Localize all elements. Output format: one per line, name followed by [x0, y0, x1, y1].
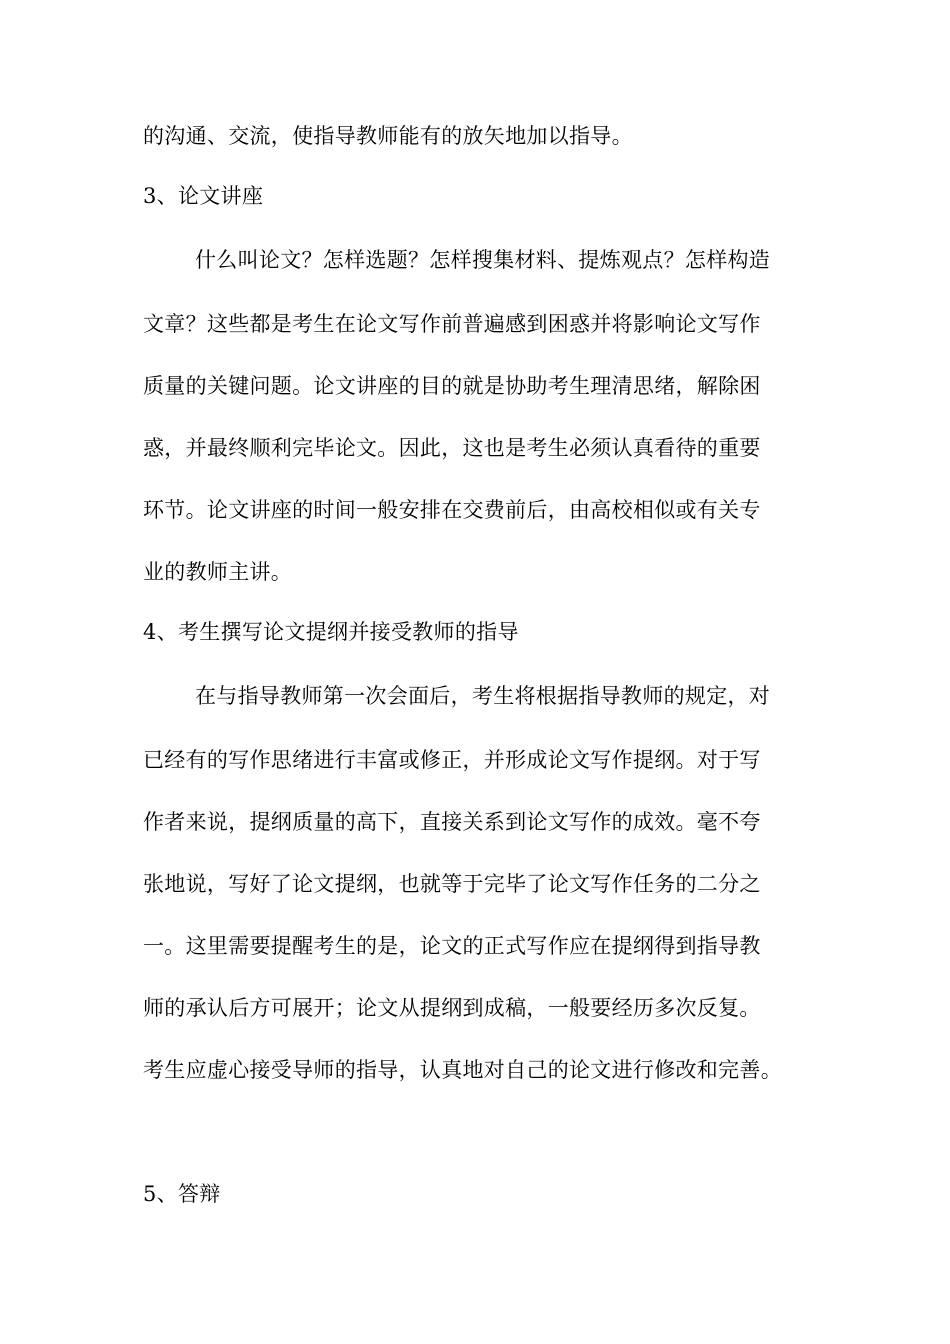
section-heading-5: 5、答辩: [143, 1182, 221, 1206]
paragraph-line: 文章？这些都是考生在论文写作前普遍感到困惑并将影响论文写作: [143, 312, 761, 336]
paragraph-line: 环节。论文讲座的时间一般安排在交费前后，由高校相似或有关专: [143, 498, 761, 522]
paragraph-line: 惑，并最终顺利完毕论文。因此，这也是考生必须认真看待的重要: [143, 436, 761, 460]
paragraph-line: 在与指导教师第一次会面后，考生将根据指导教师的规定，对: [195, 684, 771, 708]
paragraph-line: 一。这里需要提醒考生的是，论文的正式写作应在提纲得到指导教: [143, 934, 761, 958]
paragraph-line: 已经有的写作思绪进行丰富或修正，并形成论文写作提纲。对于写: [143, 748, 761, 772]
section-heading-3: 3、论文讲座: [143, 184, 264, 208]
section-heading-4: 4、考生撰写论文提纲并接受教师的指导: [143, 620, 519, 644]
paragraph-line: 质量的关键问题。论文讲座的目的就是协助考生理清思绪，解除困: [143, 374, 761, 398]
paragraph-line: 业的教师主讲。: [143, 560, 293, 584]
paragraph-line: 考生应虚心接受导师的指导，认真地对自己的论文进行修改和完善。: [143, 1058, 782, 1082]
paragraph-line: 作者来说，提纲质量的高下，直接关系到论文写作的成效。毫不夸: [143, 810, 761, 834]
paragraph-line: 张地说，写好了论文提纲，也就等于完毕了论文写作任务的二分之: [143, 872, 761, 896]
paragraph-line: 什么叫论文？怎样选题？怎样搜集材料、提炼观点？怎样构造: [195, 248, 771, 272]
paragraph-line: 师的承认后方可展开；论文从提纲到成稿，一般要经历多次反复。: [143, 996, 761, 1020]
continued-paragraph-line: 的沟通、交流，使指导教师能有的放矢地加以指导。: [143, 124, 633, 148]
